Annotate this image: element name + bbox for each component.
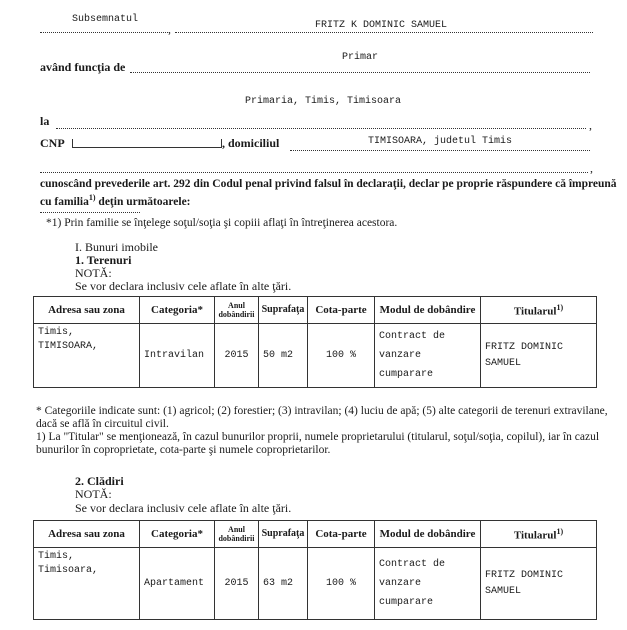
col-categoria: Categoria* xyxy=(140,521,215,548)
declaration-sup: 1) xyxy=(88,193,96,202)
col-categoria: Categoria* xyxy=(140,297,215,324)
dotted-line xyxy=(40,32,168,33)
cell-categoria: Apartament xyxy=(140,548,215,620)
declaration-rest: deţin următoarele: xyxy=(95,195,191,208)
col-adresa: Adresa sau zona xyxy=(34,297,140,324)
functia-value: Primar xyxy=(342,52,379,63)
col-adresa: Adresa sau zona xyxy=(34,521,140,548)
cell-cota: 100 % xyxy=(308,548,375,620)
cell-suprafata: 50 m2 xyxy=(259,324,308,388)
footnote-categorii: * Categoriile indicate sunt: (1) agricol; (2) forestier; (3) intravilan; (4) luciu de apă; (5) alte categorii de terenuri extravilane, xyxy=(36,405,608,417)
declaration-text: cunoscând prevederile art. 292 din Codul penal privind falsul în declaraţii, declar pe proprie răspundere că împreună xyxy=(40,178,617,190)
section1-nota-text: Se vor declara inclusiv cele aflate în alte ţări. xyxy=(75,279,292,293)
functia-label: având funcţia de xyxy=(40,60,126,74)
cell-suprafata: 63 m2 xyxy=(259,548,308,620)
col-titular-sup: 1) xyxy=(556,527,564,537)
comma: , xyxy=(590,161,593,175)
col-anul: Anul dobândirii xyxy=(215,521,259,548)
cladiri-table xyxy=(33,520,597,620)
col-cota: Cota-parte xyxy=(308,297,375,324)
dotted-line xyxy=(56,128,586,129)
cell-cota: 100 % xyxy=(308,324,375,388)
dotted-line xyxy=(40,212,140,213)
cell-categoria: Intravilan xyxy=(140,324,215,388)
declaration-line2 xyxy=(40,193,191,208)
section2-nota: NOTĂ: xyxy=(75,487,112,501)
dotted-line xyxy=(40,172,588,173)
institution-value: Primaria, Timis, Timisoara xyxy=(245,96,402,107)
cell-adresa-line: Timis, xyxy=(38,327,75,338)
col-mod: Modul de dobândire xyxy=(375,521,481,548)
footnote-titular: 1) La "Titular" se menţionează, în cazul bunurilor proprii, numele proprietarului (titularul, soţul/soţia, copilul), iar în cazul xyxy=(36,431,600,443)
dotted-line xyxy=(175,32,593,33)
declarant-name: FRITZ K DOMINIC SAMUEL xyxy=(315,20,448,31)
comma: , xyxy=(589,118,592,132)
col-titular-label: Titularul xyxy=(513,305,557,318)
section2-subtitle: 2. Clădiri xyxy=(75,474,124,488)
cell-adresa-line: Timis, xyxy=(38,551,75,562)
cell-mod-line: vanzare xyxy=(379,350,422,361)
col-cota: Cota-parte xyxy=(308,521,375,548)
section1-nota: NOTĂ: xyxy=(75,266,112,280)
footnote-family: *1) Prin familie se înţelege soţul/soţia şi copiii aflaţi în întreţinerea acestora. xyxy=(46,217,398,229)
footnote-titular-2: bunurilor în coproprietate, cota-parte şi numele coproprietarilor. xyxy=(36,444,331,456)
cnp-label: CNP xyxy=(40,136,65,150)
domiciliul-label: , domiciliul xyxy=(222,136,280,150)
col-suprafata: Suprafaţa xyxy=(259,521,308,548)
section1-title: I. Bunuri imobile xyxy=(75,240,158,254)
declaration-cu-familia: cu familia xyxy=(40,195,89,208)
col-titular-label: Titularul xyxy=(513,529,557,542)
cell-mod-line: vanzare xyxy=(379,578,422,589)
table-row xyxy=(34,548,597,620)
table-header-row xyxy=(34,521,597,548)
dotted-line xyxy=(130,72,590,73)
terenuri-table xyxy=(33,296,597,388)
comma: , xyxy=(168,22,171,36)
cell-titular-line: SAMUEL xyxy=(485,585,522,597)
table-row xyxy=(34,324,597,388)
cell-mod-line: cumparare xyxy=(379,597,434,608)
col-suprafata: Suprafaţa xyxy=(259,297,308,324)
cell-adresa xyxy=(34,324,140,388)
col-titular xyxy=(481,521,597,548)
cell-titular-line: SAMUEL xyxy=(485,357,522,369)
table-header-row xyxy=(34,297,597,324)
cell-titular xyxy=(481,324,597,388)
domiciliul-value: TIMISOARA, judetul Timis xyxy=(368,136,513,147)
cell-anul: 2015 xyxy=(215,548,259,620)
section2-nota-text: Se vor declara inclusiv cele aflate în alte ţări. xyxy=(75,501,292,515)
cell-mod-line: Contract de xyxy=(379,331,446,342)
cell-anul: 2015 xyxy=(215,324,259,388)
cell-titular-line: FRITZ DOMINIC xyxy=(485,569,564,581)
cell-mod xyxy=(375,324,481,388)
col-anul: Anul dobândirii xyxy=(215,297,259,324)
subsemnatul-label: Subsemnatul xyxy=(72,14,139,25)
cell-mod xyxy=(375,548,481,620)
footnote-categorii-2: dacă se află în circuitul civil. xyxy=(36,418,169,430)
cell-titular xyxy=(481,548,597,620)
la-label: la xyxy=(40,114,50,128)
cell-adresa xyxy=(34,548,140,620)
col-titular-sup: 1) xyxy=(556,303,564,313)
cnp-box xyxy=(72,139,222,148)
col-mod: Modul de dobândire xyxy=(375,297,481,324)
cell-titular-line: FRITZ DOMINIC xyxy=(485,341,564,353)
dotted-line xyxy=(290,150,590,151)
col-titular xyxy=(481,297,597,324)
section1-subtitle: 1. Terenuri xyxy=(75,253,132,267)
cell-adresa-line: TIMISOARA, xyxy=(38,341,99,352)
cell-mod-line: cumparare xyxy=(379,369,434,380)
cell-adresa-line: Timisoara, xyxy=(38,565,99,576)
cell-mod-line: Contract de xyxy=(379,559,446,570)
